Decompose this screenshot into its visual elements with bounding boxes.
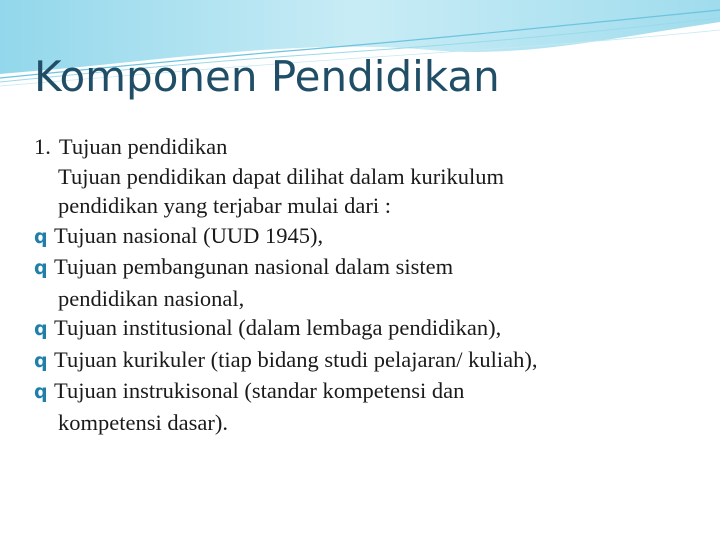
list-item	[34, 252, 694, 284]
heading-text: Tujuan pendidikan	[58, 134, 228, 159]
bullet-text: Tujuan instrukisonal (standar kompetensi dan	[54, 378, 465, 403]
list-item	[34, 221, 694, 253]
bullet-text: Tujuan kurikuler (tiap bidang studi pelajaran/ kuliah),	[54, 346, 538, 372]
slide-body	[34, 132, 694, 437]
bullet-text: Tujuan institusional (dalam lembaga pendidikan),	[54, 315, 502, 340]
heading-line	[34, 132, 694, 162]
intro-line-2: pendidikan yang terjabar mulai dari :	[58, 193, 392, 218]
list-item	[34, 345, 694, 377]
heading-number: 1.	[34, 134, 51, 159]
slide-title: Komponen Pendidikan	[34, 52, 500, 101]
q-bullet-icon: q	[34, 225, 48, 248]
bullet-continuation: kompetensi dasar).	[58, 409, 228, 435]
list-item	[34, 376, 694, 408]
bullet-text: Tujuan nasional (UUD 1945),	[54, 222, 324, 248]
q-bullet-icon: q	[34, 349, 48, 372]
q-bullet-icon: q	[34, 257, 48, 279]
bullet-text: Tujuan pembangunan nasional dalam sistem	[54, 254, 454, 279]
q-bullet-icon: q	[34, 318, 48, 340]
bullet-continuation: pendidikan nasional,	[58, 285, 245, 311]
intro-line-1: Tujuan pendidikan dapat dilihat dalam kurikulum	[58, 163, 504, 189]
q-bullet-icon: q	[34, 381, 48, 403]
list-item	[34, 313, 694, 345]
